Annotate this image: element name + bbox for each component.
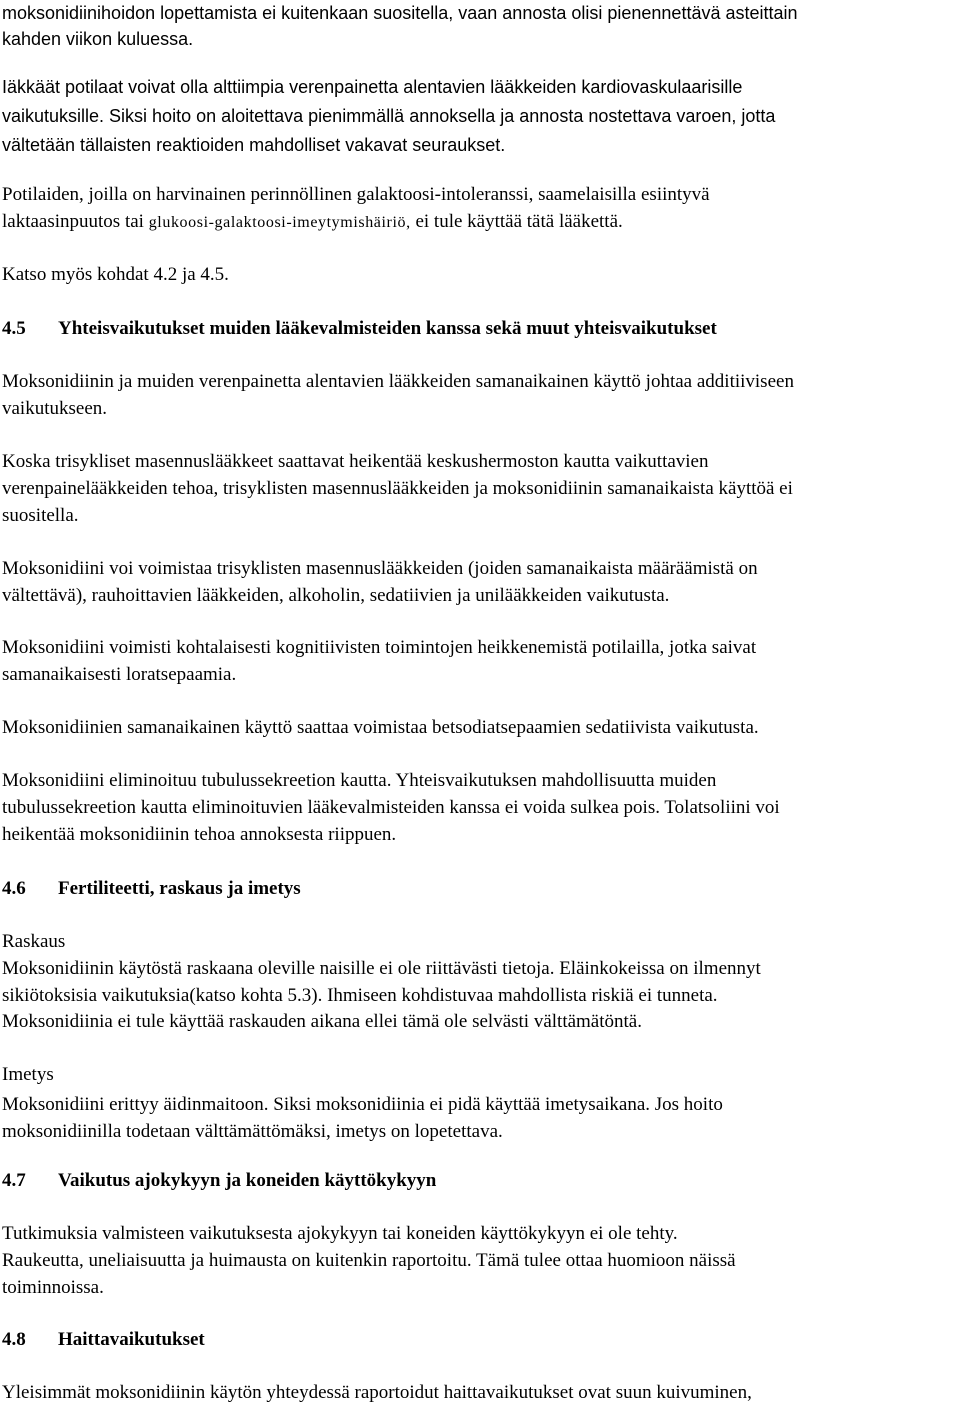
paragraph-line: moksonidiinilla todetaan välttämättömäksi, imetys on lopetettava. bbox=[2, 1121, 503, 1142]
paragraph-line: sikiötoksisia vaikutuksia(katso kohta 5.3). Ihmiseen kohdistuvaa mahdollista riskiä ei tunneta. bbox=[2, 985, 718, 1006]
paragraph-line: suositella. bbox=[2, 505, 79, 526]
text-run: glukoosi-galaktoosi-imeytymishäiriö, bbox=[148, 214, 411, 231]
paragraph-line: Moksonidiinien samanaikainen käyttö saattaa voimistaa betsodiatsepaamien sedatiivista vaikutusta. bbox=[2, 717, 759, 738]
section-heading-4-7 bbox=[2, 1168, 436, 1194]
section-title: Yhteisvaikutukset muiden lääkevalmisteiden kanssa sekä muut yhteisvaikutukset bbox=[58, 318, 717, 339]
section-title: Haittavaikutukset bbox=[58, 1329, 205, 1350]
section-title: Fertiliteetti, raskaus ja imetys bbox=[58, 878, 301, 899]
paragraph-line: vältettävä), rauhoittavien lääkkeiden, alkoholin, sedatiivien ja unilääkkeiden vaikutusta. bbox=[2, 585, 670, 606]
paragraph-line: Moksonidiini erittyy äidinmaitoon. Siksi moksonidiinia ei pidä käyttää imetysaikana. Jos hoito bbox=[2, 1094, 723, 1115]
paragraph-line: vältetään tällaisten reaktioiden mahdolliset vakavat seuraukset. bbox=[2, 135, 506, 155]
paragraph-line: Raukeutta, uneliaisuutta ja huimausta on kuitenkin raportoitu. Tämä tulee ottaa huomioon näissä bbox=[2, 1250, 736, 1271]
subheading-imetys: Imetys bbox=[2, 1064, 54, 1085]
paragraph-line: vaikutuksille. Siksi hoito on aloitettava pienimmällä annoksella ja annosta nostettava varoen, jotta bbox=[2, 106, 776, 126]
section-heading-4-5 bbox=[2, 316, 717, 342]
section-number: 4.7 bbox=[2, 1170, 26, 1191]
section-title: Vaikutus ajokykyyn ja koneiden käyttökykyyn bbox=[58, 1170, 437, 1191]
paragraph-line: Moksonidiinia ei tule käyttää raskauden aikana ellei tämä ole selvästi välttämätöntä. bbox=[2, 1011, 642, 1032]
text-run: laktaasinpuutos tai bbox=[2, 211, 149, 232]
section-number: 4.5 bbox=[2, 318, 26, 339]
paragraph-line: Moksonidiini eliminoituu tubulussekreetion kautta. Yhteisvaikutuksen mahdollisuutta muiden bbox=[2, 770, 717, 791]
paragraph-line: Tutkimuksia valmisteen vaikutuksesta ajokykyyn tai koneiden käyttökykyyn ei ole tehty. bbox=[2, 1223, 678, 1244]
paragraph-line: Moksonidiinin ja muiden verenpainetta alentavien lääkkeiden samanaikainen käyttö johtaa additiiviseen bbox=[2, 371, 794, 392]
paragraph-line: kahden viikon kuluessa. bbox=[2, 29, 194, 49]
paragraph-line: Potilaiden, joilla on harvinainen perinnöllinen galaktoosi-intoleranssi, saamelaisilla esiintyvä bbox=[2, 184, 710, 205]
paragraph-line: Moksonidiini voi voimistaa trisyklisten masennuslääkkeiden (joiden samanaikaista määräämistä on bbox=[2, 558, 758, 579]
section-heading-4-6 bbox=[2, 876, 301, 902]
paragraph-line: Moksonidiini voimisti kohtalaisesti kognitiivisten toimintojen heikkenemistä potilailla, jotka saivat bbox=[2, 637, 757, 658]
paragraph-line: samanaikaisesti loratsepaamia. bbox=[2, 664, 237, 685]
paragraph-line: Iäkkäät potilaat voivat olla alttiimpia verenpainetta alentavien lääkkeiden kardiovaskulaarisille bbox=[2, 77, 743, 97]
paragraph-line: verenpainelääkkeiden tehoa, trisyklisten masennuslääkkeiden ja moksonidiinin samanaikaista käyttöä ei bbox=[2, 478, 793, 499]
paragraph-line: Koska trisykliset masennuslääkkeet saattavat heikentää keskushermoston kautta vaikuttavien bbox=[2, 451, 709, 472]
paragraph-line bbox=[2, 209, 623, 236]
subheading-raskaus: Raskaus bbox=[2, 931, 66, 952]
paragraph-line: tubulussekreetion kautta eliminoituvien lääkevalmisteiden kanssa ei voida sulkea pois. Tolatsoliini voi bbox=[2, 797, 780, 818]
section-number: 4.8 bbox=[2, 1329, 26, 1350]
text-run: ei tule käyttää tätä lääkettä. bbox=[410, 211, 623, 232]
section-heading-4-8 bbox=[2, 1327, 205, 1353]
paragraph-line: moksonidiinihoidon lopettamista ei kuitenkaan suositella, vaan annosta olisi pienennettävä asteittain bbox=[2, 3, 798, 23]
paragraph-line: Yleisimmät moksonidiinin käytön yhteydessä raportoidut haittavaikutukset ovat suun kuivuminen, bbox=[2, 1382, 752, 1403]
paragraph-line: toiminnoissa. bbox=[2, 1277, 104, 1298]
paragraph-line: Moksonidiinin käytöstä raskaana oleville naisille ei ole riittävästi tietoja. Eläinkokeissa on ilmennyt bbox=[2, 958, 761, 979]
paragraph-line: heikentää moksonidiinin tehoa annoksesta riippuen. bbox=[2, 824, 397, 845]
section-number: 4.6 bbox=[2, 878, 26, 899]
paragraph-line: vaikutukseen. bbox=[2, 398, 108, 419]
paragraph-line: Katso myös kohdat 4.2 ja 4.5. bbox=[2, 264, 229, 285]
